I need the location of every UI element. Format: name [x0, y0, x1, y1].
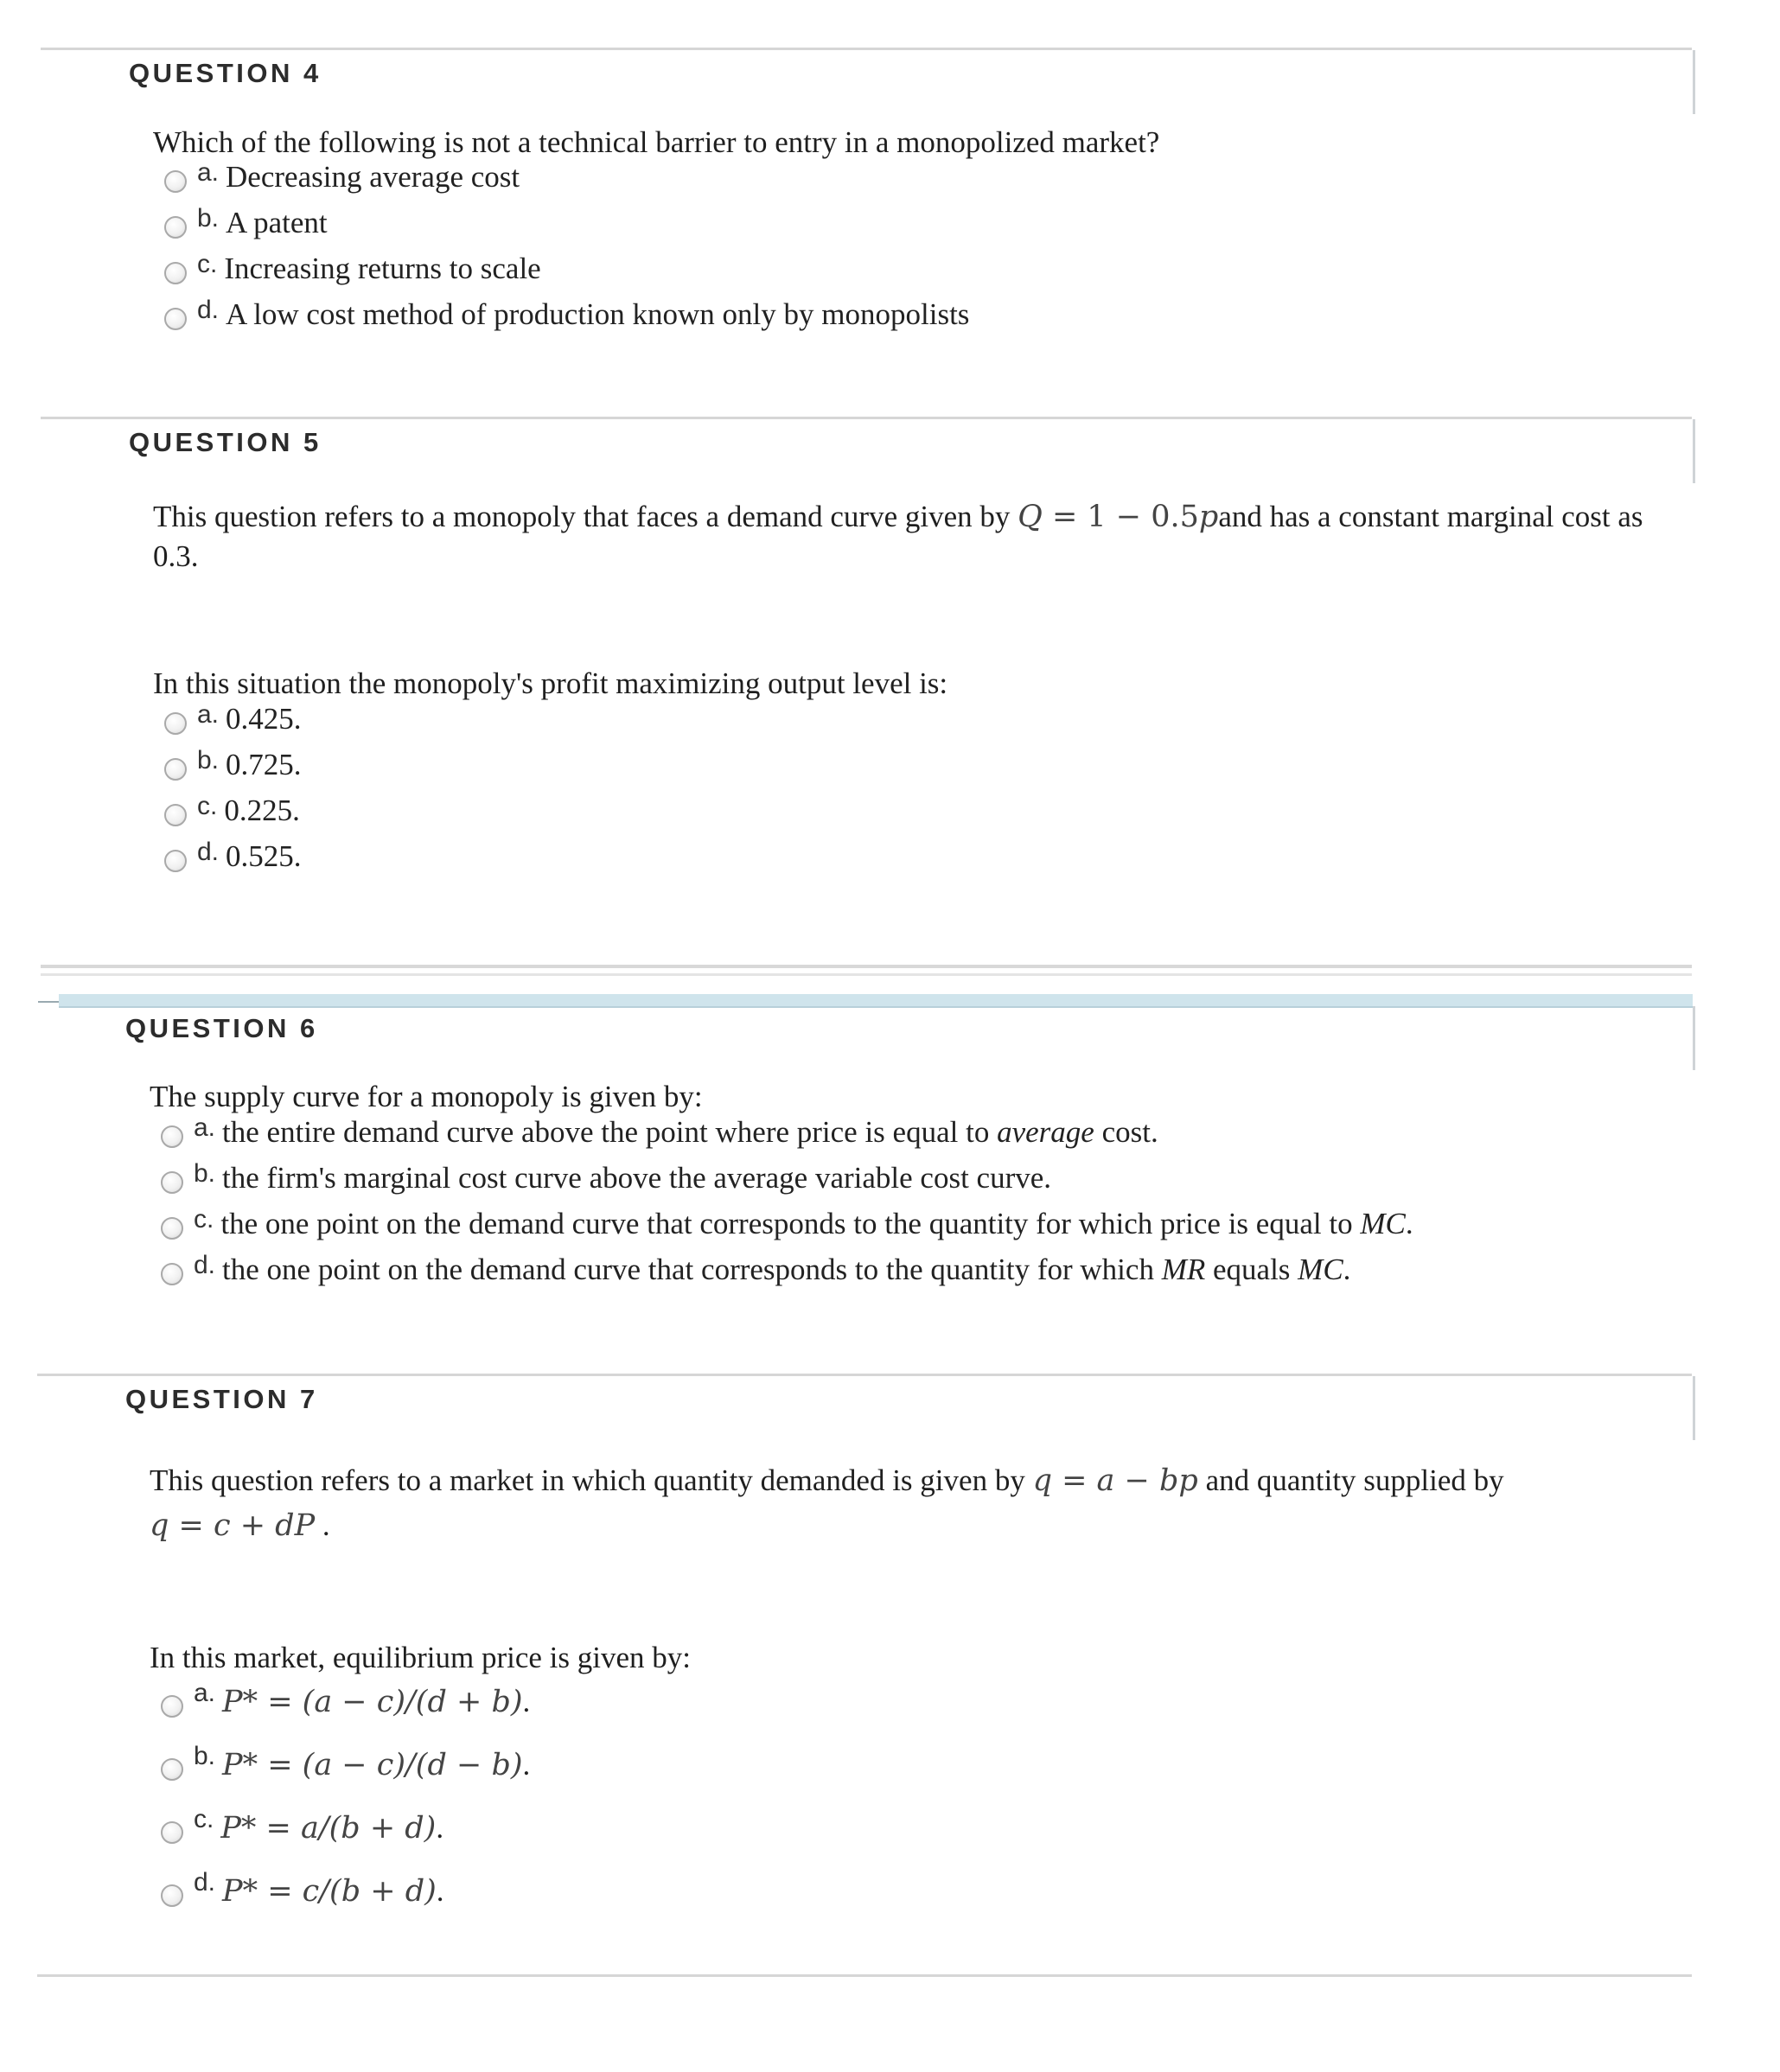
question-7-divider: [37, 1374, 1692, 1376]
question-4-divider: [41, 48, 1692, 50]
question-4-edge: [1693, 50, 1695, 114]
question-6-option-a[interactable]: [161, 1115, 1158, 1150]
question-7-option-a[interactable]: [161, 1680, 530, 1724]
question-5-text-line2: 0.3.: [153, 539, 199, 573]
question-4-option-d[interactable]: [164, 297, 969, 332]
radio-button[interactable]: [164, 758, 187, 781]
radio-button[interactable]: [164, 712, 187, 735]
option-text: 0.225.: [224, 794, 300, 827]
question-6-title: QUESTION 6: [125, 1013, 318, 1043]
option-text: the firm's marginal cost curve above the average variable cost curve.: [222, 1161, 1052, 1195]
option-text: 0.725.: [226, 748, 302, 781]
option-formula-end: .: [436, 1811, 444, 1845]
question-5-option-c[interactable]: [164, 794, 300, 828]
option-formula: P* = a/(b + d): [220, 1811, 437, 1846]
question-4-option-b[interactable]: [164, 206, 328, 240]
question-6-block: [41, 1006, 1692, 1369]
question-5-block: [41, 417, 1692, 961]
radio-button[interactable]: [164, 262, 187, 284]
question-7-text-before: This question refers to a market in which quantity demanded is given by: [150, 1463, 1033, 1497]
question-4-block: [41, 48, 1692, 411]
option-letter: b.: [194, 1159, 216, 1188]
option-formula-end: .: [436, 1874, 444, 1908]
option-text: [222, 1115, 1158, 1150]
option-text-emphasis: MC: [1360, 1207, 1406, 1240]
option-text: [220, 1207, 1413, 1241]
question-4-title: QUESTION 4: [129, 58, 322, 88]
question-6-option-c[interactable]: [161, 1207, 1413, 1241]
question-4-option-c[interactable]: [164, 252, 541, 286]
question-7-option-c[interactable]: [161, 1807, 443, 1850]
option-text-pre: the one point on the demand curve that corresponds to the quantity for which price is equal to: [220, 1207, 1361, 1240]
formula-mid: = 1 − 0.5: [1042, 500, 1199, 534]
option-formula: P* = (a − c)/(d + b): [222, 1685, 523, 1719]
question-7-text: [150, 1458, 1671, 1548]
radio-button[interactable]: [161, 1125, 183, 1148]
option-formula: P* = (a − c)/(d − b): [222, 1748, 523, 1782]
option-letter: a.: [197, 700, 220, 729]
question-7-prompt: In this market, equilibrium price is given by:: [150, 1641, 691, 1674]
radio-button[interactable]: [161, 1263, 183, 1285]
question-5-edge: [1693, 419, 1695, 483]
question-7-option-b[interactable]: [161, 1744, 530, 1787]
option-letter: c.: [194, 1805, 214, 1833]
formula-demand: q = a − bp: [1032, 1463, 1198, 1498]
question-5-divider: [41, 417, 1692, 419]
option-text-emphasis: MR: [1161, 1253, 1206, 1286]
question-5-text-before: This question refers to a monopoly that faces a demand curve given by: [153, 500, 1018, 533]
option-letter: a.: [194, 1679, 216, 1707]
question-7-block: [37, 1374, 1692, 1979]
question-6-edge: [1693, 1006, 1695, 1070]
question-5-option-b[interactable]: [164, 748, 302, 782]
option-letter: b.: [197, 204, 220, 233]
option-text-emphasis: average: [997, 1115, 1094, 1149]
formula-q: Q: [1018, 500, 1043, 534]
option-formula-end: .: [522, 1748, 531, 1782]
question-4-option-a[interactable]: [164, 160, 520, 194]
question-6-option-b[interactable]: [161, 1161, 1051, 1195]
option-letter: b.: [197, 746, 220, 775]
radio-button[interactable]: [161, 1695, 183, 1718]
option-letter: d.: [197, 296, 220, 324]
option-letter: d.: [194, 1868, 216, 1897]
formula-supply-end: .: [315, 1508, 330, 1542]
radio-button[interactable]: [161, 1884, 183, 1907]
option-text-pre: the one point on the demand curve that corresponds to the quantity for which: [222, 1253, 1162, 1286]
radio-button[interactable]: [161, 1217, 183, 1240]
option-letter: a.: [197, 158, 220, 187]
radio-button[interactable]: [164, 804, 187, 826]
option-text: A low cost method of production known only by monopolists: [226, 297, 970, 331]
option-letter: c.: [197, 250, 218, 278]
question-6-text: The supply curve for a monopoly is given by:: [150, 1080, 703, 1113]
option-letter: d.: [194, 1251, 216, 1279]
option-text: 0.525.: [226, 839, 302, 873]
option-text: Decreasing average cost: [226, 160, 520, 194]
question-5-text: [153, 497, 1692, 577]
option-text: [222, 1253, 1350, 1287]
question-7-text-after: and quantity supplied by: [1197, 1463, 1504, 1497]
formula-p: p: [1198, 500, 1219, 534]
question-7-title: QUESTION 7: [125, 1384, 318, 1414]
option-letter: d.: [197, 838, 220, 866]
radio-button[interactable]: [161, 1171, 183, 1194]
option-letter: c.: [197, 792, 218, 820]
option-text-post-2: .: [1343, 1253, 1351, 1286]
option-letter: b.: [194, 1742, 216, 1770]
radio-button[interactable]: [161, 1821, 183, 1844]
question-5-title: QUESTION 5: [129, 427, 322, 457]
section-separator-secondary: [41, 973, 1692, 976]
radio-button[interactable]: [164, 308, 187, 330]
option-text-post: equals: [1205, 1253, 1298, 1286]
option-formula-end: .: [522, 1685, 531, 1718]
question-7-edge: [1693, 1376, 1695, 1440]
question-7-option-d[interactable]: [161, 1870, 444, 1913]
option-text: 0.425.: [226, 702, 302, 736]
option-text: A patent: [226, 206, 328, 239]
radio-button[interactable]: [164, 216, 187, 239]
option-text-pre: the entire demand curve above the point where price is equal to: [222, 1115, 998, 1149]
formula-supply: q = c + dP: [150, 1508, 316, 1543]
bottom-divider: [37, 1974, 1692, 1977]
option-letter: c.: [194, 1205, 214, 1234]
option-text-emphasis-2: MC: [1298, 1253, 1343, 1286]
radio-button[interactable]: [161, 1758, 183, 1781]
radio-button[interactable]: [164, 850, 187, 872]
option-text-post: .: [1405, 1207, 1413, 1240]
option-text-post: cost.: [1094, 1115, 1158, 1149]
section-separator: [41, 965, 1692, 968]
question-5-text-after: and has a constant marginal cost as: [1218, 500, 1643, 533]
question-5-option-d[interactable]: [164, 839, 302, 874]
question-4-text: Which of the following is not a technical barrier to entry in a monopolized market?: [153, 125, 1160, 159]
question-5-prompt: In this situation the monopoly's profit maximizing output level is:: [153, 666, 948, 700]
option-formula: P* = c/(b + d): [222, 1874, 437, 1909]
option-text: Increasing returns to scale: [224, 252, 541, 285]
radio-button[interactable]: [164, 170, 187, 193]
option-letter: a.: [194, 1113, 216, 1142]
question-5-option-a[interactable]: [164, 702, 302, 736]
question-6-option-d[interactable]: [161, 1253, 1350, 1287]
